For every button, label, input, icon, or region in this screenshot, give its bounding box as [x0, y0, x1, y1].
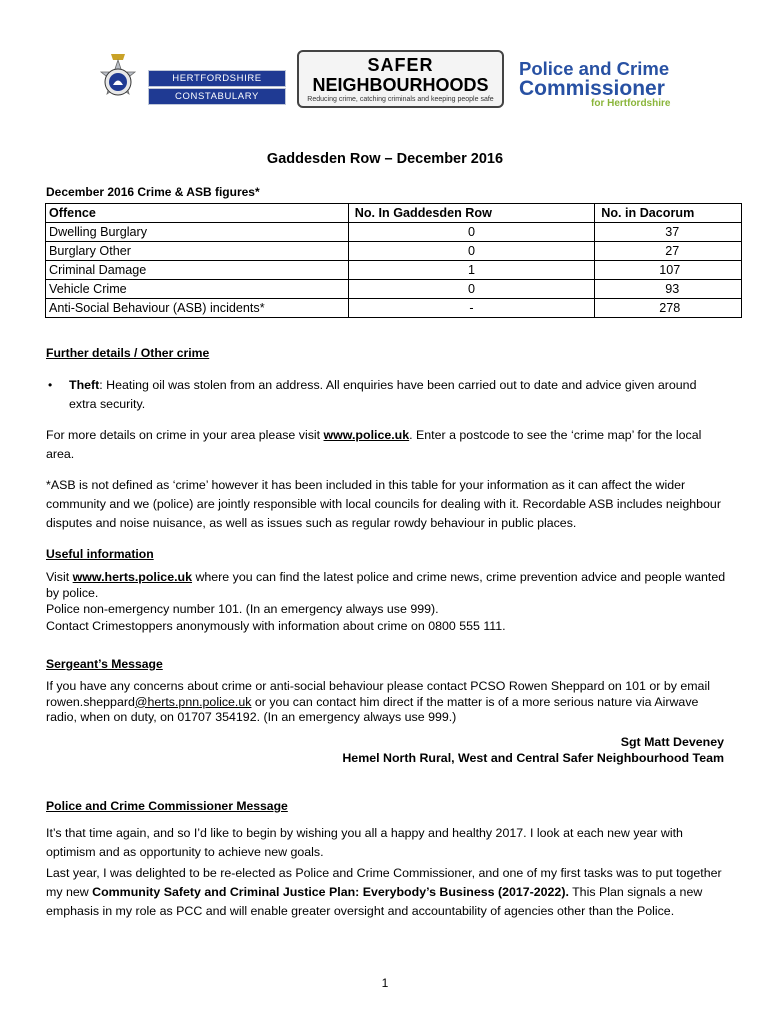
table-row [46, 280, 742, 299]
more-details-pre: For more details on crime in your area please visit [46, 428, 324, 442]
sergeant-text-post: or you can contact him direct if the matter is of a more serious nature via Airwave radio, when on duty, on 01707 354192. (In an emergency always use 999.) [46, 694, 699, 724]
pcc-paragraph-1: It’s that time again, and so I’d like to begin by wishing you all a happy and healthy 2017. I look at each new year with optimism and as opportunity to achieve new goals. [46, 826, 683, 859]
pcc-logo-line2: Commissioner [519, 77, 665, 100]
cell-gaddesden: 0 [348, 242, 594, 261]
table-row [46, 299, 742, 318]
pcc-heading: Police and Crime Commissioner Message [46, 799, 288, 813]
cell-gaddesden: 0 [348, 223, 594, 242]
page-title: Gaddesden Row – December 2016 [266, 151, 504, 167]
safer-neighbourhoods-logo [297, 50, 504, 108]
pcc-p2-post: This Plan signals a new emphasis in my role as PCC and will enable greater oversight and accountability of agencies other than the Police. [46, 885, 703, 918]
crime-figures-table [45, 203, 742, 318]
pcc-paragraph-2 [46, 864, 726, 921]
safer-line2: NEIGHBOURHOODS [312, 75, 489, 95]
table-header-row [46, 204, 742, 223]
pcc-logo-line3: for Hertfordshire [591, 98, 671, 109]
non-emergency-line: Police non-emergency number 101. (In an emergency always use 999). [46, 602, 439, 616]
email-link[interactable]: @herts.pnn.police.uk [134, 694, 252, 709]
constabulary-name-top: HERTFORDSHIRE [148, 70, 286, 87]
further-details-heading: Further details / Other crime [46, 346, 210, 360]
cell-dacorum: 27 [595, 242, 742, 261]
pcc-logo-line1: Police and Crime [519, 58, 670, 79]
page-number: 1 [381, 976, 389, 990]
constabulary-crest-icon [93, 52, 143, 112]
herts-police-link[interactable]: www.herts.police.uk [72, 570, 192, 584]
pcc-p2-pre: Last year, I was delighted to be re-elected as Police and Crime Commissioner, and one of my first tasks was to put together my new [46, 866, 722, 899]
table-row [46, 223, 742, 242]
cell-offence: Burglary Other [46, 242, 349, 261]
table-caption: December 2016 Crime & ASB figures* [46, 185, 260, 199]
sergeant-heading: Sergeant’s Message [46, 657, 163, 671]
cell-gaddesden: 0 [348, 280, 594, 299]
cell-offence: Vehicle Crime [46, 280, 349, 299]
sergeant-paragraph [46, 679, 726, 726]
sergeant-text-pre: If you have any concerns about crime or anti-social behaviour please contact PCSO Rowen Sheppard on 101 or by email rowen.sheppard [46, 679, 710, 709]
crimestoppers-line: Contact Crimestoppers anonymously with information about crime on 0800 555 111. [46, 619, 506, 633]
constabulary-name-bottom: CONSTABULARY [148, 88, 286, 105]
theft-label: Theft [69, 378, 100, 392]
theft-text: : Heating oil was stolen from an address. All enquiries have been carried out to date and advice given around extra security. [69, 378, 697, 411]
pcc-plan-title: Community Safety and Criminal Justice Plan: Everybody’s Business (2017-2022). [92, 885, 569, 899]
cell-gaddesden: - [348, 299, 594, 318]
cell-offence: Anti-Social Behaviour (ASB) incidents* [46, 299, 349, 318]
safer-tagline: Reducing crime, catching criminals and keeping people safe [307, 96, 494, 103]
safer-line1: SAFER [367, 55, 434, 75]
header-offence: Offence [46, 204, 349, 223]
more-details-post: . Enter a postcode to see the ‘crime map’ for the local area. [46, 428, 702, 461]
cell-dacorum: 93 [595, 280, 742, 299]
useful-info-heading: Useful information [46, 547, 154, 561]
police-uk-link[interactable]: www.police.uk [323, 428, 410, 442]
cell-dacorum: 37 [595, 223, 742, 242]
more-details-paragraph [46, 426, 726, 464]
table-row [46, 242, 742, 261]
asb-note: *ASB is not defined as ‘crime’ however it has been included in this table for your information as it can affect the wider community and we (police) are jointly responsible with local councils for dealing with it. Recordable ASB includes neighbour disputes and noise nuisance, as well as issues such as regular rowdy behaviour in public places. [46, 478, 721, 530]
visit-pre: Visit [46, 570, 73, 584]
table-row [46, 261, 742, 280]
signature-team: Hemel North Rural, West and Central Safer Neighbourhood Team [342, 751, 724, 765]
cell-gaddesden: 1 [348, 261, 594, 280]
cell-dacorum: 107 [595, 261, 742, 280]
cell-offence: Dwelling Burglary [46, 223, 349, 242]
signature-name: Sgt Matt Deveney [620, 735, 724, 749]
header-dacorum: No. in Dacorum [595, 204, 742, 223]
theft-bullet [69, 376, 709, 414]
header-gaddesden: No. In Gaddesden Row [348, 204, 594, 223]
cell-offence: Criminal Damage [46, 261, 349, 280]
useful-visit-paragraph [46, 570, 726, 601]
cell-dacorum: 278 [595, 299, 742, 318]
bullet-icon: • [48, 378, 53, 392]
visit-post: where you can find the latest police and crime news, crime prevention advice and people wanted by police. [46, 570, 726, 600]
